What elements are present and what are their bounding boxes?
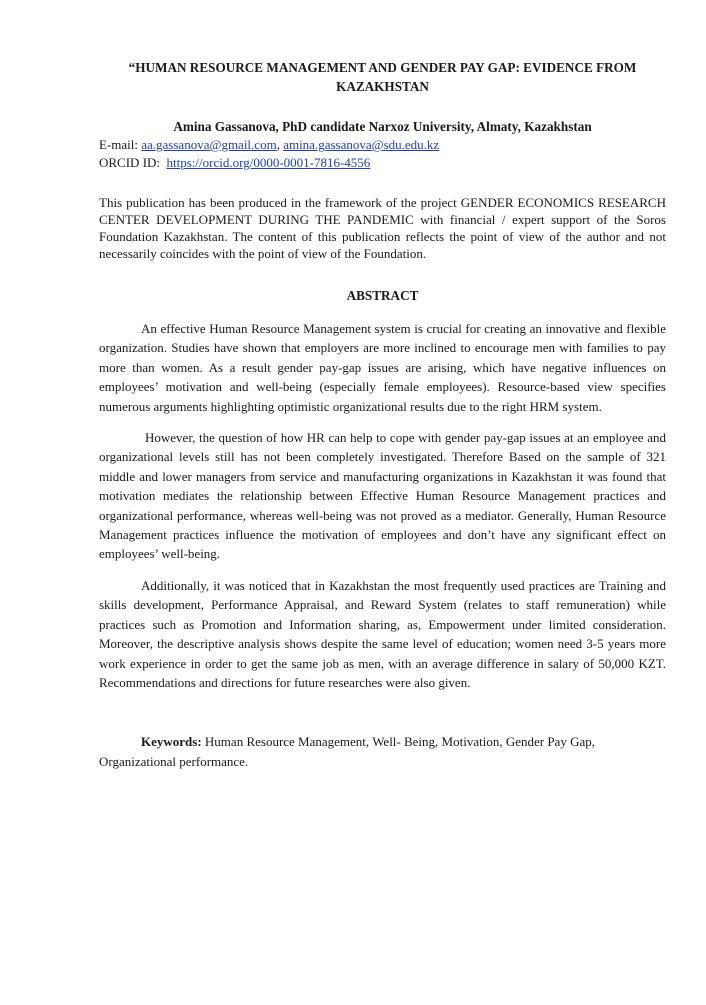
email-link-2[interactable]: amina.gassanova@sdu.edu.kz [283,137,440,152]
orcid-line [99,154,666,172]
document-page [99,58,666,771]
abstract-heading: ABSTRACT [346,288,419,303]
keywords-line [99,732,666,771]
email-label: E-mail: [99,137,138,152]
keywords-text: Human Resource Management, Well- Being, Motivation, Gender Pay Gap, Organizational performance. [99,734,595,769]
email-separator: , [276,137,280,152]
email-line [99,136,666,154]
abstract-paragraph-2: However, the question of how HR can help to cope with gender pay-gap issues at an employee and organizational levels still has not been completely investigated. Therefore Based on the sample of 321 middle and lower managers from service and manufacturing organizations in Kazakhstan it was found that motivation mediates the relationship between Effective Human Resource Management practices and organizational performance, whereas well-being was not proved as a mediator. Generally, Human Resource Management practices influence the motivation of employees and don’t have any significant effect on employees’ well-being. [99,430,666,562]
author-line: Amina Gassanova, PhD candidate Narxoz University, Almaty, Kazakhstan [173,119,592,134]
paper-title: “HUMAN RESOURCE MANAGEMENT AND GENDER PAY GAP: EVIDENCE FROM KAZAKHSTAN [128,60,637,94]
keywords-label: Keywords: [141,734,202,750]
email-link-1[interactable]: aa.gassanova@gmail.com [141,137,277,152]
abstract-paragraph-1: An effective Human Resource Management system is crucial for creating an innovative and flexible organization. Studies have shown that employers are more inclined to encourage men with families to pay more than women. As a result gender pay-gap issues are arising, which have negative influences on employees’ motivation and well-being (especially female employees). Resource-based view specifies numerous arguments highlighting optimistic organizational results due to the right HRM system. [99,321,666,414]
abstract-paragraph-3: Additionally, it was noticed that in Kazakhstan the most frequently used practices are Training and skills development, Performance Appraisal, and Reward System (relates to staff remuneration) while practices such as Promotion and Information sharing, as, Empowerment under limited consideration. Moreover, the descriptive analysis shows despite the same level of education; women need 3-5 years more work experience in order to get the same job as men, with an average difference in salary of 50,000 KZT. Recommendations and directions for future researches were also given. [99,577,666,690]
funding-note: This publication has been produced in the framework of the project GENDER ECONOMICS RESEARCH CENTER DEVELOPMENT DURING THE PANDEMIC with financial / expert support of the Soros Foundation Kazakhstan. The content of this publication reflects the point of view of the author and not necessarily coincides with the point of view of the Foundation. [99,195,666,261]
orcid-link[interactable]: https://orcid.org/0000-0001-7816-4556 [166,155,371,170]
orcid-label: ORCID ID: [99,155,161,170]
